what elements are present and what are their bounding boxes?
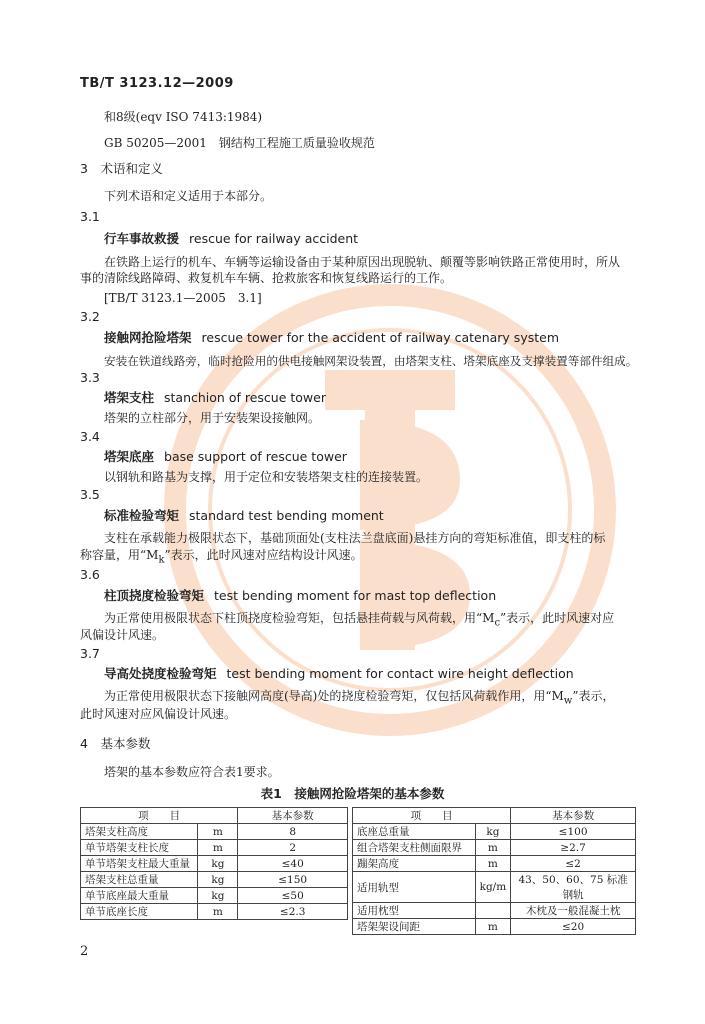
clause-number: 3.3 [80,370,100,385]
term-title [104,508,384,524]
table-header-item: 项 目 [81,808,238,824]
clause-number: 3.1 [80,209,100,224]
clause-number: 3.7 [80,646,100,661]
term-definition: 安装在铁道线路旁，临时抢险用的供电接触网架设装置，由塔架支柱、塔架底座及支撑装置等部件组成。 [104,354,638,368]
param-value: ≥2.7 [511,840,636,856]
param-value: ≤50 [238,888,348,904]
param-value: ≤20 [511,919,636,935]
param-value: ≤100 [511,824,636,840]
param-name: 适用轨型 [353,872,476,903]
table-row [81,872,348,888]
table-row [81,888,348,904]
param-unit: m [198,840,238,856]
section-3-intro: 下列术语和定义适用于本部分。 [104,189,273,203]
table-row [81,824,348,840]
param-name: 塔架支柱高度 [81,824,198,840]
parameter-table-right [352,807,636,935]
param-value: ≤150 [238,872,348,888]
term-en: test bending moment for contact wire height deflection [226,666,574,681]
term-definition: 支柱在承载能力极限状态下，基础顶面处(支柱法兰盘底面)悬挂方向的弯矩标准值，即支柱的标 [104,531,606,545]
term-zh: 塔架底座 [104,449,155,464]
term-en: standard test bending moment [189,508,384,523]
param-name: 单节塔架支柱最大重量 [81,856,198,872]
table-header-value: 基本参数 [238,808,348,824]
term-definition: 此时风速对应风偏设计风速。 [80,707,237,721]
param-value: 2 [238,840,348,856]
table-row [353,903,636,919]
param-name: 单节塔架支柱长度 [81,840,198,856]
param-unit: kg [198,856,238,872]
param-unit: kg [475,824,511,840]
term-en: test bending moment for mast top deflection [214,588,497,603]
param-name: 蹦架高度 [353,856,476,872]
param-unit: m [475,840,511,856]
param-value: ≤2 [511,856,636,872]
term-definition: 以钢轨和路基为支撑，用于定位和安装塔架支柱的连接装置。 [104,470,429,484]
term-zh: 行车事故救援 [104,231,180,246]
term-zh: 塔架支柱 [104,390,155,405]
term-definition: 事的清除线路障碍、救复机车车辆、抢救旅客和恢复线路运行的工作。 [80,271,453,285]
param-value: ≤2.3 [238,904,348,920]
table-header-item: 项 目 [353,808,511,824]
table-row [81,904,348,920]
clause-number: 3.6 [80,567,100,582]
param-name: 单节底座长度 [81,904,198,920]
term-definition: 风偏设计风速。 [80,628,165,642]
ref-line-1: 和8级(eqv ISO 7413:1984) [104,110,263,124]
param-unit: m [475,856,511,872]
clause-number: 3.5 [80,487,100,502]
param-name: 塔架支柱总重量 [81,872,198,888]
parameter-table-left [80,807,348,920]
param-unit: m [475,919,511,935]
param-value: 8 [238,824,348,840]
param-unit [475,903,511,919]
standard-code-header: TB/T 3123.12—2009 [80,76,234,91]
table-row [81,856,348,872]
term-definition: 为正常使用极限状态下柱顶挠度检验弯矩，包括悬挂荷载与风荷载，用“$M_c$”表示，此时风速对应 [104,611,615,629]
table-row [353,872,636,903]
table-row [353,856,636,872]
term-definition: 为正常使用极限状态下接触网高度(导高)处的挠度检验弯矩，仅包括风荷载作用，用“$M_w$”表示， [104,689,615,707]
param-value: ≤40 [238,856,348,872]
term-title [104,666,574,682]
term-definition: 称容量，用“$M_k$”表示，此时风速对应结构设计风速。 [80,548,363,566]
term-zh: 标准检验弯矩 [104,508,180,523]
table-caption: 表1 接触网抢险塔架的基本参数 [260,786,445,801]
parameter-table [80,807,636,935]
param-name: 单节底座最大重量 [81,888,198,904]
table-row [353,840,636,856]
table-row [81,840,348,856]
term-definition: 在铁路上运行的机车、车辆等运输设备由于某种原因出现脱轨、颠覆等影响铁路正常使用时，所从 [104,255,621,269]
page-number: 2 [80,944,89,959]
param-name: 底座总重量 [353,824,476,840]
term-en: base support of rescue tower [164,449,347,464]
term-en: stanchion of rescue tower [164,390,326,405]
param-name: 组合塔架支柱侧面限界 [353,840,476,856]
term-zh: 接触网抢险塔架 [104,330,192,345]
param-unit: m [198,904,238,920]
clause-number: 3.2 [80,309,100,324]
term-en: rescue for railway accident [189,231,359,246]
term-zh: 导高处挠度检验弯矩 [104,666,217,681]
clause-number: 3.4 [80,429,100,444]
term-zh: 柱顶挠度检验弯矩 [104,588,205,603]
term-title [104,231,358,247]
ref-line-2: GB 50205—2001 钢结构工程施工质量验收规范 [104,136,375,150]
param-unit: kg [198,872,238,888]
term-definition: 塔架的立柱部分，用于安装架设接触网。 [104,411,321,425]
param-value: 43、50、60、75 标准钢轨 [511,872,636,903]
term-en: rescue tower for the accident of railway catenary system [201,330,559,345]
param-name: 适用枕型 [353,903,476,919]
param-name: 塔架架设间距 [353,919,476,935]
term-title [104,330,559,346]
section-4-intro: 塔架的基本参数应符合表1要求。 [104,765,280,779]
section-4-heading: 4 基本参数 [80,736,151,751]
param-unit: kg/m [475,872,511,903]
param-unit: m [198,824,238,840]
table-row [353,919,636,935]
table-row [353,824,636,840]
term-title [104,449,347,465]
section-3-heading: 3 术语和定义 [80,161,163,176]
term-reference: [TB/T 3123.1—2005 3.1] [104,291,262,305]
param-value: 木枕及一般混凝土枕 [511,903,636,919]
term-title [104,390,326,406]
table-header-value: 基本参数 [511,808,636,824]
term-title [104,588,496,604]
param-unit: kg [198,888,238,904]
